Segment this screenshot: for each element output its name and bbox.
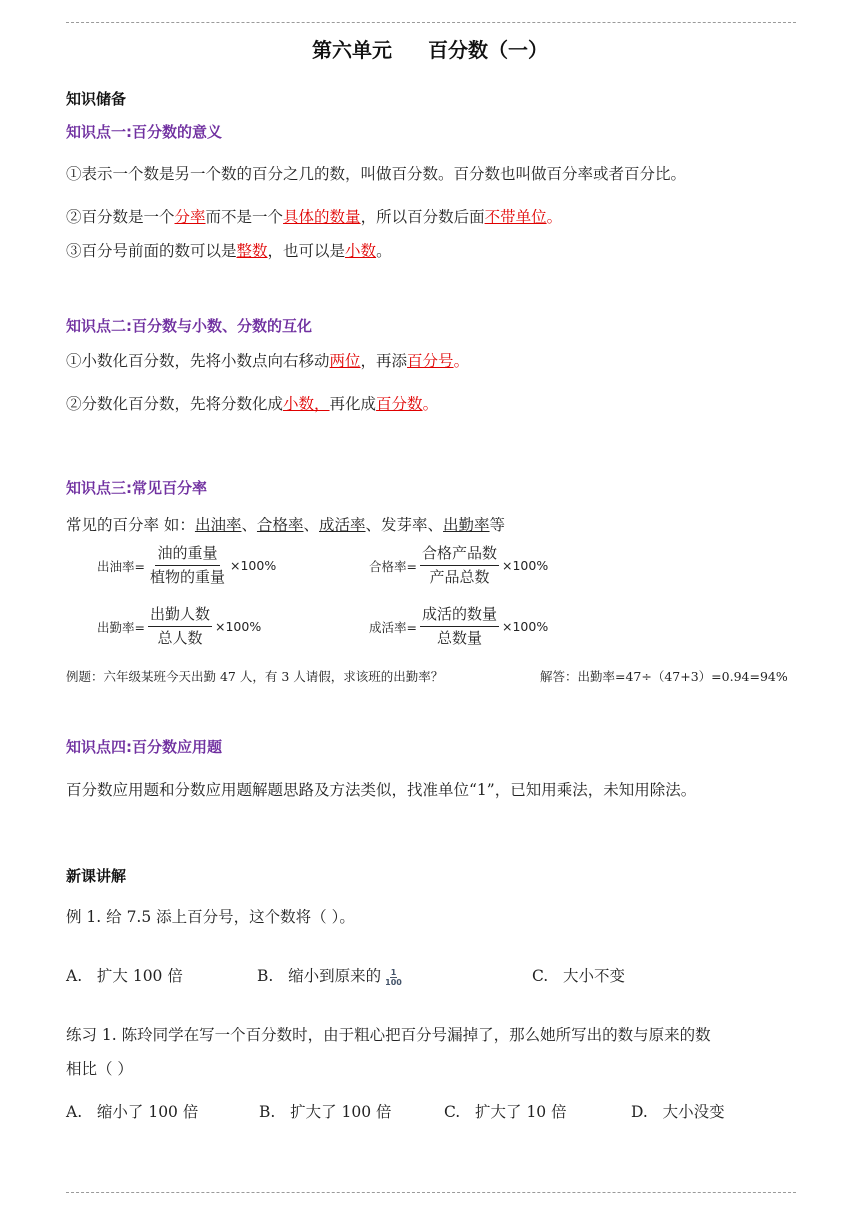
formula-attendance-rate: 出勤率= $\frac{\text{出勤人数}}{\text{总人数}}$ ×100% xyxy=(97,605,262,647)
example1-question: 例 1. 给 7.5 添上百分号，这个数将（ ）。 xyxy=(66,908,355,926)
knowledge-heading: 知识储备 xyxy=(66,90,127,108)
answer-fill: 小数， xyxy=(283,395,330,413)
kp1-line1: ①表示一个数是另一个数的百分之几的数，叫做百分数。百分数也叫做百分率或者百分比。 xyxy=(66,165,687,183)
answer-fill: 小数 xyxy=(345,242,377,260)
answer-fill: 分率 xyxy=(174,208,206,226)
page-title xyxy=(0,34,860,63)
kp2-line1: ①小数化百分数，先将小数点向右移动两位，再添百分号。 xyxy=(66,352,470,370)
top-dashed-rule xyxy=(66,22,796,23)
unit-label: 第六单元 xyxy=(312,38,392,62)
example1-option-c: C. 大小不变 xyxy=(532,967,626,985)
kp3-example: 例题：六年级某班今天出勤 47 人，有 3 人请假，求该班的出勤率？ xyxy=(66,669,444,684)
formula-survival-rate: 成活率= $\frac{\text{成活的数量}}{\text{总数量}}$ ×100% xyxy=(369,605,549,647)
answer-fill: 两位 xyxy=(329,352,361,370)
practice1-option-c: C. 扩大了 10 倍 xyxy=(444,1103,567,1121)
answer-fill: 百分号 xyxy=(407,352,454,370)
kp1-line3: ③百分号前面的数可以是整数，也可以是小数。 xyxy=(66,242,392,260)
kp4-text: 百分数应用题和分数应用题解题思路及方法类似，找准单位“1”，已知用乘法，未知用除法。 xyxy=(66,781,697,799)
topic-label: 百分数（一） xyxy=(428,38,548,62)
answer-fill: 具体的数量 xyxy=(283,208,361,226)
one-hundredth-fraction: $\frac{1}{100}$ xyxy=(385,967,402,987)
kp2-heading: 知识点二:百分数与小数、分数的互化 xyxy=(66,317,313,335)
practice1-option-a: A. 缩小了 100 倍 xyxy=(66,1103,199,1121)
answer-fill: 整数 xyxy=(236,242,268,260)
bottom-dashed-rule xyxy=(66,1192,796,1193)
fraction: $\frac{\text{油的重量}}{\text{植物的重量}}$ xyxy=(149,544,225,586)
formula-pass-rate: 合格率= $\frac{\text{合格产品数}}{\text{产品总数}}$ ×100% xyxy=(369,544,549,586)
practice1-line2: 相比（ ） xyxy=(66,1060,133,1078)
kp3-heading: 知识点三:常见百分率 xyxy=(66,479,207,497)
kp4-heading: 知识点四:百分数应用题 xyxy=(66,738,222,756)
fraction: $\frac{\text{合格产品数}}{\text{产品总数}}$ xyxy=(421,544,497,586)
kp1-heading: 知识点一:百分数的意义 xyxy=(66,123,222,141)
kp3-answer: 解答：出勤率=47÷（47+3）=0.94=94% xyxy=(540,669,788,684)
example1-option-b: B. 缩小到原来的 $\frac{1}{100}$ xyxy=(257,967,402,987)
kp1-line2: ②百分数是一个分率而不是一个具体的数量，所以百分数后面不带单位。 xyxy=(66,208,563,226)
answer-fill: 不带单位 xyxy=(484,208,547,226)
kp2-line2: ②分数化百分数，先将分数化成小数，再化成百分数。 xyxy=(66,395,439,413)
lesson-heading: 新课讲解 xyxy=(66,867,127,885)
answer-fill: 百分数 xyxy=(376,395,423,413)
formula-oil-yield: 出油率= $\frac{\text{油的重量}}{\text{植物的重量}}$ ×100% xyxy=(97,544,277,586)
fraction: $\frac{\text{成活的数量}}{\text{总数量}}$ xyxy=(421,605,497,647)
fraction: $\frac{\text{出勤人数}}{\text{总人数}}$ xyxy=(149,605,210,647)
practice1-option-b: B. 扩大了 100 倍 xyxy=(259,1103,392,1121)
practice1-line1: 练习 1. 陈玲同学在写一个百分数时，由于粗心把百分号漏掉了，那么她所写出的数与原来的数 xyxy=(66,1026,711,1044)
practice1-option-d: D. 大小没变 xyxy=(631,1103,725,1121)
example1-option-a: A. 扩大 100 倍 xyxy=(66,967,183,985)
kp3-intro: 常见的百分率 如：出油率、合格率、成活率、发芽率、出勤率等 xyxy=(66,516,506,534)
